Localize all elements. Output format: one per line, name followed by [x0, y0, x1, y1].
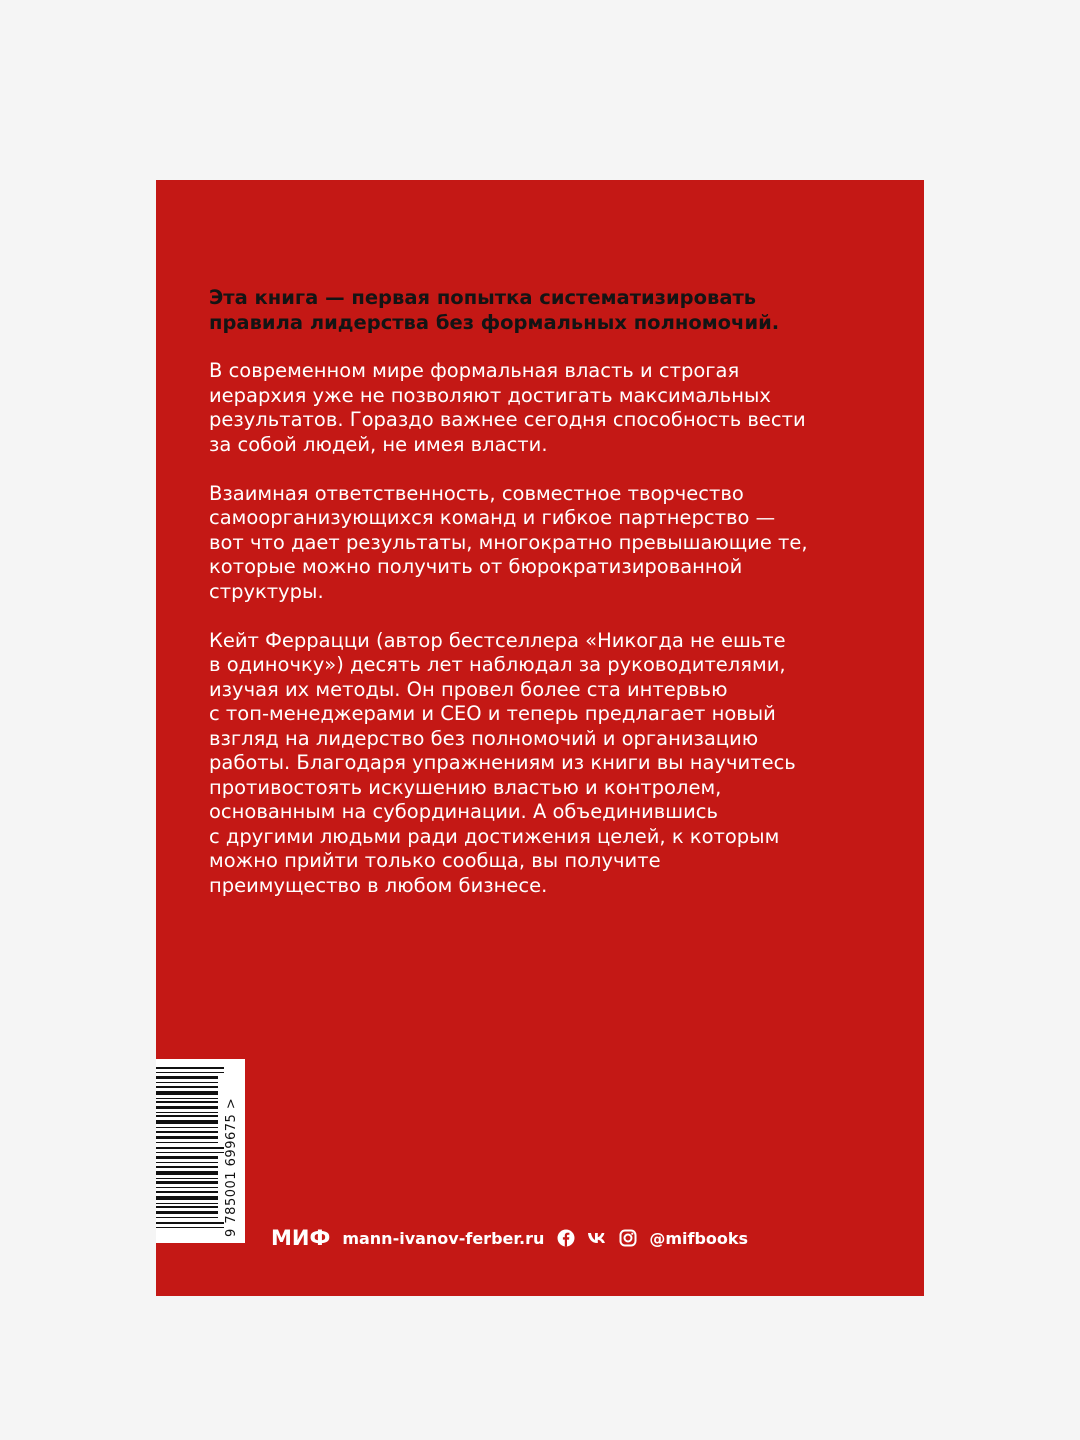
text-line: структуры.: [209, 579, 324, 603]
lead-text: [209, 286, 849, 335]
text-line: иерархия уже не позволяют достигать максимальных: [209, 383, 771, 407]
text-line: преимущество в любом бизнесе.: [209, 873, 548, 897]
book-back-cover: [156, 180, 924, 1296]
text-line: основанным на субординации. А объединившись: [209, 800, 719, 823]
text-line: с топ-менеджерами и CEO и теперь предлагает новый: [209, 702, 776, 725]
barcode-number: 9 785001 699675 >: [224, 1097, 239, 1237]
text-line: самоорганизующихся команд и гибкое партнерство —: [209, 506, 776, 529]
facebook-icon[interactable]: [556, 1228, 576, 1248]
publisher-logo: МИФ: [271, 1226, 331, 1250]
text-line: результатов. Гораздо важнее сегодня способность вести: [209, 408, 806, 431]
text-line: В современном мире формальная власть и строгая: [209, 359, 740, 382]
text-line: которые можно получить от бюрократизированной: [209, 555, 743, 578]
text-line: в одиночку») десять лет наблюдал за руководителями,: [209, 653, 786, 676]
paragraph-2: [209, 482, 849, 605]
social-handle[interactable]: @mifbooks: [649, 1228, 749, 1248]
text-line: противостоять искушению властью и контролем,: [209, 775, 722, 799]
text-line: Взаимная ответственность, совместное творчество: [209, 481, 744, 505]
text-line: можно прийти только сообща, вы получите: [209, 849, 661, 872]
publisher-footer: [271, 1225, 748, 1251]
lead-line: правила лидерства без формальных полномочий.: [209, 310, 780, 334]
paragraph-1: [209, 359, 849, 457]
lead-line: Эта книга — первая попытка систематизировать: [209, 286, 757, 309]
text-line: изучая их методы. Он провел более ста интервью: [209, 677, 728, 701]
text-line: взгляд на лидерство без полномочий и организацию: [209, 726, 759, 750]
blurb: [209, 286, 849, 923]
text-line: вот что дает результаты, многократно превышающие те,: [209, 530, 808, 554]
paragraph-3: [209, 629, 849, 899]
website-link[interactable]: mann-ivanov-ferber.ru: [342, 1228, 545, 1248]
text-line: за собой людей, не имея власти.: [209, 432, 548, 456]
vk-icon[interactable]: [587, 1228, 607, 1248]
text-line: работы. Благодаря упражнениям из книги вы научитесь: [209, 751, 796, 774]
text-line: Кейт Феррацци (автор бестселлера «Никогда не ешьте: [209, 628, 786, 652]
instagram-icon[interactable]: [618, 1228, 638, 1248]
barcode: [156, 1059, 245, 1243]
text-line: с другими людьми ради достижения целей, к которым: [209, 824, 780, 848]
